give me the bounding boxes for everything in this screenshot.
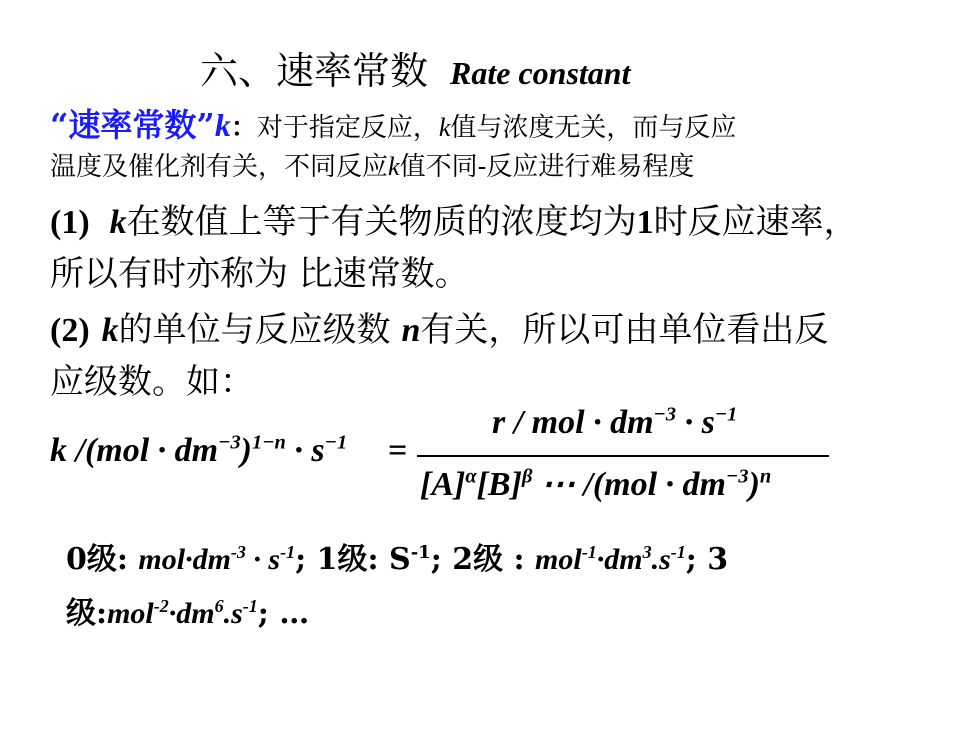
units-line-2: [66, 588, 309, 632]
definition-term: “速率常数”: [50, 106, 215, 144]
definition-text-1b: 值与浓度无关，而与反应: [450, 113, 737, 143]
point-2-text-b: 有关，所以可由单位看出反: [420, 310, 829, 350]
formula-lhs-exp-3: −1: [324, 431, 348, 454]
page-title: [200, 40, 630, 95]
units-second-s: .s: [651, 543, 671, 576]
point-1-line-1: [50, 194, 858, 243]
formula-lhs-s: · s: [285, 432, 325, 469]
fraction-bar: [417, 455, 829, 457]
definition-k-symbol: k: [438, 113, 451, 142]
formula-num-exp-1: −3: [653, 403, 677, 426]
formula-num-text: r / mol · dm: [492, 404, 654, 441]
units-zero-s: · s: [245, 543, 281, 576]
definition-line-1: [50, 100, 736, 146]
units-third-dm: ·dm: [168, 597, 215, 630]
definition-symbol: k: [214, 107, 231, 143]
units-zero-exp-1: -3: [230, 542, 246, 562]
definition-k-symbol-2: k: [388, 152, 400, 181]
point-2-line-2: 应级数。如：: [50, 362, 254, 402]
formula-num-s: · s: [676, 404, 715, 441]
units-first-order: ; 1级: S: [295, 542, 411, 577]
formula-equals: =: [388, 432, 408, 469]
units-line-1: [66, 534, 728, 578]
point-1-line-2: 所以有时亦称为 比速常数。: [50, 254, 469, 294]
formula-den-rest: ⋯ /(mol · dm: [532, 466, 726, 503]
point-2-k: k: [101, 312, 119, 349]
units-first-exp: -1: [410, 542, 431, 563]
units-third-label: 级:: [66, 596, 108, 631]
formula-den-a: [A]: [420, 466, 466, 503]
point-1-text-a: 在数值上等于有关物质的浓度均为: [126, 202, 637, 242]
point-2-n: n: [401, 312, 421, 349]
point-2-label: (2): [50, 312, 90, 349]
formula-lhs-text: k /(mol · dm: [50, 432, 219, 469]
formula-lhs-close: ): [240, 432, 252, 469]
definition-text-2b: 值不同-反应进行难易程度: [399, 152, 695, 182]
point-1-text-b: 时反应速率，: [653, 202, 858, 242]
definition-colon: ：: [230, 113, 257, 143]
point-2-text-a: 的单位与反应级数: [118, 310, 402, 350]
formula-den-close: ): [748, 466, 760, 503]
units-third-exp-3: -1: [242, 596, 258, 616]
units-third-order: ; 3: [685, 542, 729, 577]
formula-den-exp: −3: [726, 465, 749, 488]
formula-numerator: [492, 404, 737, 442]
units-second-order: ; 2级 :: [430, 542, 536, 577]
formula-lhs-exp-1: −3: [218, 431, 241, 454]
formula-den-beta: β: [521, 465, 533, 488]
title-zh: 六、速率常数: [200, 49, 429, 93]
units-third-exp-2: 6: [214, 596, 224, 616]
units-second-exp-2: 3: [642, 542, 652, 562]
point-1-k: k: [109, 204, 127, 241]
units-third-unit: mol: [107, 597, 154, 630]
point-2-line-1: [50, 302, 828, 351]
formula-den-alpha: α: [465, 465, 477, 488]
formula-den-n: n: [759, 465, 772, 488]
units-second-unit: mol: [535, 543, 582, 576]
formula-lhs: [50, 432, 347, 470]
units-zero-unit: mol·dm: [138, 543, 231, 576]
units-second-exp-1: -1: [581, 542, 597, 562]
formula-denominator: [420, 464, 771, 504]
units-zero-exp-2: -1: [280, 542, 296, 562]
title-en: Rate constant: [450, 55, 631, 91]
units-second-exp-3: -1: [670, 542, 686, 562]
definition-line-2: [50, 146, 694, 183]
point-1-label: (1): [50, 204, 90, 241]
definition-text-2a: 温度及催化剂有关，不同反应: [50, 152, 389, 182]
point-1-one: 1: [636, 204, 654, 241]
formula-num-exp-2: −1: [714, 403, 738, 426]
units-zero-order: 0级:: [66, 542, 139, 577]
units-ellipsis: ; …: [257, 596, 310, 631]
formula-den-b: [B]: [476, 466, 522, 503]
units-second-dm: ·dm: [596, 543, 643, 576]
units-third-s: .s: [223, 597, 243, 630]
formula-lhs-exp-2: 1−n: [252, 431, 286, 454]
units-third-exp-1: -2: [153, 596, 169, 616]
definition-text-1a: 对于指定反应，: [256, 113, 439, 143]
